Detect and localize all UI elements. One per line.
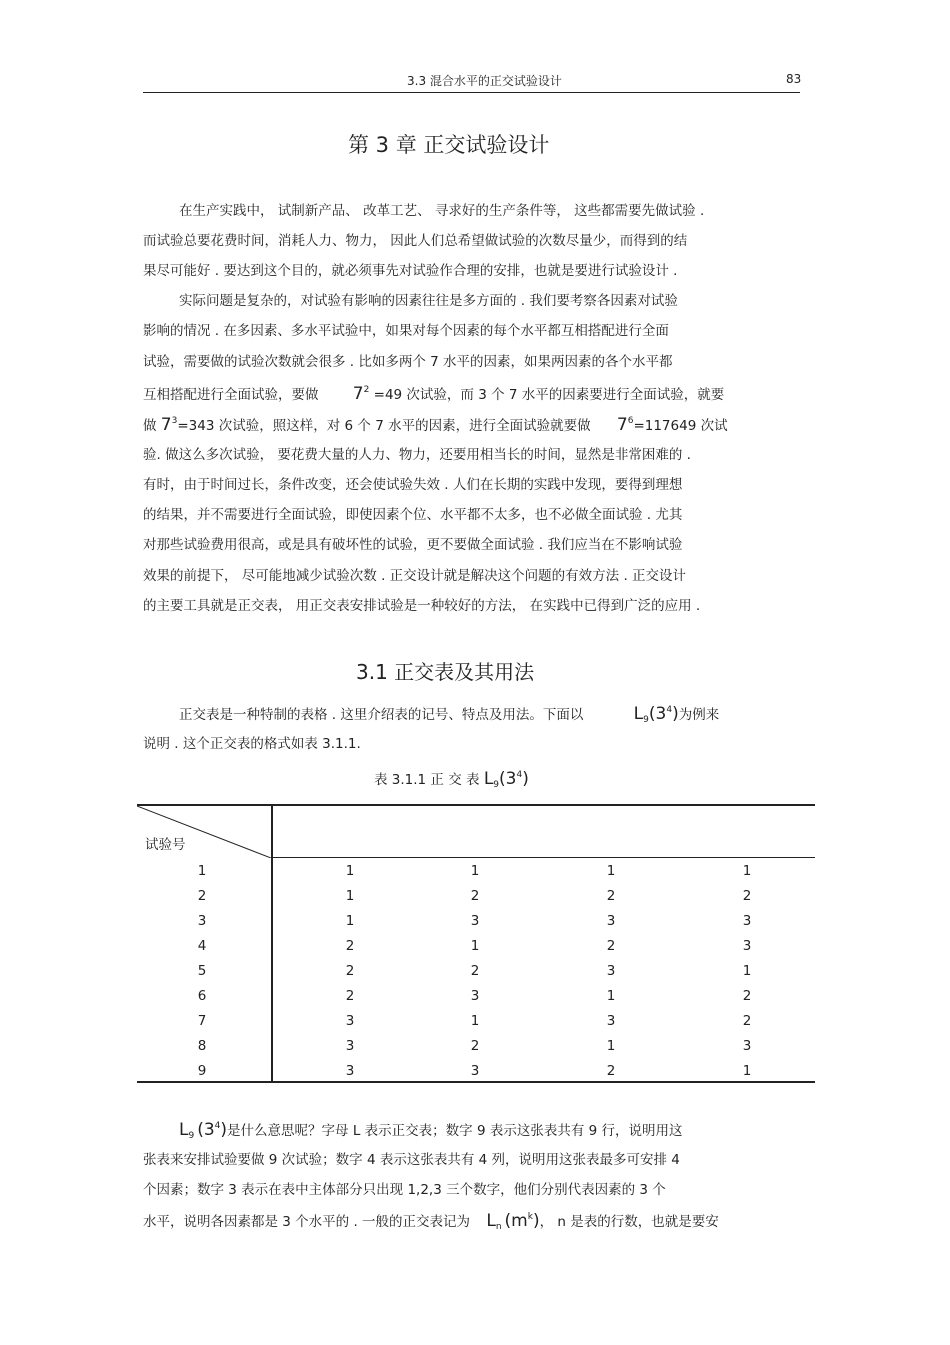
power-exp: 6 [627,416,634,426]
table-row [137,909,815,934]
trial-number-cell: 2 [197,888,207,904]
intro-line-14: 的主要工具就是正交表， 用正交表安排试验是一种较好的方法， 在实践中已得到广泛的应用 . [143,598,701,614]
level-cell: 2 [345,988,355,1004]
notation-close: ) [672,704,679,724]
level-cell: 1 [345,913,355,929]
level-cell: 2 [606,888,616,904]
level-cell: 3 [742,913,752,929]
notation-L: L [633,704,644,724]
level-cell: 3 [606,913,616,929]
level-cell: 2 [742,1013,752,1029]
level-cell: 2 [345,963,355,979]
section-intro-line-2: 说明 . 这个正交表的格式如表 3.1.1. [143,736,361,752]
level-cell: 3 [470,1063,480,1079]
notation-base: (3 [197,1120,215,1140]
level-cell: 3 [606,963,616,979]
trial-number-cell: 5 [197,963,207,979]
table-row [137,984,815,1009]
level-cell: 3 [742,1038,752,1054]
explain-line-4 [143,1212,719,1233]
trial-number-cell: 4 [197,938,207,954]
notation-sub: 9 [188,1131,195,1141]
explain-line-4-pre: 水平，说明各因素都是 3 个水平的 . 一般的正交表记为 [143,1214,471,1230]
section-intro-line-1 [179,705,719,726]
level-cell: 3 [742,938,752,954]
trial-number-cell: 8 [197,1038,207,1054]
intro-line-8-mid: =343 次试验，照这样，对 6 个 7 水平的因素，进行全面试验就要做 [177,418,591,434]
notation-L: L [486,1211,496,1231]
level-cell: 1 [606,988,616,1004]
explain-line-2: 张表来安排试验要做 9 次试验；数字 4 表示这张表共有 4 列，说明用这张表最多可安排 4 [143,1152,680,1168]
section-intro-post: 为例来 [678,707,720,723]
notation-close: ) [522,769,529,789]
notation-L: L [483,769,494,789]
level-cell: 1 [345,888,355,904]
intro-line-3: 果尽可能好 . 要达到这个目的，就必须事先对试验作合理的安排，也就是要进行试验设计 . [143,263,678,279]
level-cell: 2 [345,938,355,954]
trial-number-cell: 9 [197,1063,207,1079]
notation-exp: 4 [516,770,523,780]
intro-line-8 [143,416,728,437]
notation-close: ) [220,1120,228,1140]
intro-line-6: 试验，需要做的试验次数就会很多 . 比如多两个 7 水平的因素，如果两因素的各个水平都 [143,354,673,370]
power-exp: 2 [363,385,370,395]
trial-number-cell: 3 [197,913,207,929]
power-exp: 3 [171,416,178,426]
table-corner-label: 试验号 [145,837,186,853]
level-cell: 2 [606,1063,616,1079]
table-row [137,934,815,959]
level-cell: 2 [470,963,480,979]
notation-L: L [179,1120,189,1140]
trial-number-cell: 6 [197,988,207,1004]
header-rule [143,92,800,93]
notation-close: ) [532,1211,540,1231]
notation-sub: n [495,1222,502,1232]
intro-line-7-post: =49 次试验，而 3 个 7 水平的因素要进行全面试验，就要 [373,387,725,403]
level-cell: 1 [606,1038,616,1054]
level-cell: 2 [470,888,480,904]
chapter-title: 第 3 章 正交试验设计 [348,133,550,157]
intro-line-8-pre: 做 [143,418,161,434]
table-body [137,859,815,1084]
table-row [137,1009,815,1034]
orthogonal-table [137,859,815,1084]
power-base: 7 [616,415,628,435]
level-cell: 1 [742,1063,752,1079]
level-cell: 3 [345,1063,355,1079]
table-row [137,959,815,984]
level-cell: 1 [470,1013,480,1029]
notation-sub: 9 [493,780,500,790]
intro-line-4: 实际问题是复杂的，对试验有影响的因素往往是多方面的 . 我们要考察各因素对试验 [179,293,678,309]
power-base: 7 [352,384,364,404]
intro-line-5: 影响的情况 . 在多因素、多水平试验中，如果对每个因素的每个水平都互相搭配进行全面 [143,323,669,339]
intro-line-13: 效果的前提下， 尽可能地减少试验次数 . 正交设计就是解决这个问题的有效方法 . 正交设计 [143,568,687,584]
explain-line-1-text: 是什么意思呢？字母 L 表示正交表；数字 9 表示这张表共有 9 行，说明用这 [227,1123,683,1139]
level-cell: 1 [470,863,480,879]
level-cell: 1 [470,938,480,954]
running-header-title: 3.3 混合水平的正交试验设计 [407,74,562,88]
explain-line-3: 个因素；数字 3 表示在表中主体部分只出现 1,2,3 三个数字，他们分别代表因素的 3 个 [143,1182,666,1198]
notation-base: (m [504,1211,528,1231]
level-cell: 1 [345,863,355,879]
level-cell: 2 [606,938,616,954]
table-row [137,1059,815,1084]
table-header-rule [273,857,815,858]
intro-line-9: 验. 做这么多次试验， 要花费大量的人力、物力，还要用相当长的时间，显然是非常困难的 . [143,447,691,463]
intro-line-1: 在生产实践中， 试制新产品、 改革工艺、 寻求好的生产条件等， 这些都需要先做试验 . [179,203,705,219]
level-cell: 3 [345,1013,355,1029]
level-cell: 2 [470,1038,480,1054]
notation-exp: 4 [666,705,673,715]
intro-line-7 [143,385,724,406]
table-row [137,859,815,884]
level-cell: 1 [606,863,616,879]
intro-line-2: 而试验总要花费时间，消耗人力、物力， 因此人们总希望做试验的次数尽量少，而得到的结 [143,233,688,249]
notation-exp: k [527,1212,533,1222]
section-intro-text: 正交表是一种特制的表格 . 这里介绍表的记号、特点及用法。下面以 [179,707,584,723]
trial-number-cell: 7 [197,1013,207,1029]
level-cell: 2 [742,888,752,904]
intro-line-8-post: =117649 次试 [633,418,728,434]
level-cell: 3 [606,1013,616,1029]
explain-line-4-post: ， n 是表的行数，也就是要安 [539,1214,719,1230]
notation-exp: 4 [214,1121,221,1131]
section-heading: 3.1 正交表及其用法 [356,660,535,684]
intro-line-7-pre: 互相搭配进行全面试验，要做 [143,387,319,403]
level-cell: 2 [742,988,752,1004]
intro-line-11: 的结果，并不需要进行全面试验，即使因素个位、水平都不太多，也不必做全面试验 . 尤其 [143,507,683,523]
level-cell: 1 [742,863,752,879]
table-row [137,884,815,909]
explain-line-1 [179,1121,683,1142]
level-cell: 3 [345,1038,355,1054]
table-row [137,1034,815,1059]
notation-base: (3 [648,704,667,724]
power-base: 7 [160,415,172,435]
trial-number-cell: 1 [197,863,207,879]
intro-line-12: 对那些试验费用很高，或是具有破坏性的试验，更不要做全面试验 . 我们应当在不影响试验 [143,537,683,553]
notation-sub: 9 [643,715,649,725]
level-cell: 3 [470,913,480,929]
level-cell: 3 [470,988,480,1004]
table-caption [374,770,529,791]
level-cell: 1 [742,963,752,979]
notation-base: (3 [499,769,517,789]
table-caption-label: 表 3.1.1 正 交 表 [374,772,484,788]
page-number: 83 [786,72,802,86]
intro-line-10: 有时，由于时间过长，条件改变，还会使试验失效 . 人们在长期的实践中发现，要得到理想 [143,477,683,493]
